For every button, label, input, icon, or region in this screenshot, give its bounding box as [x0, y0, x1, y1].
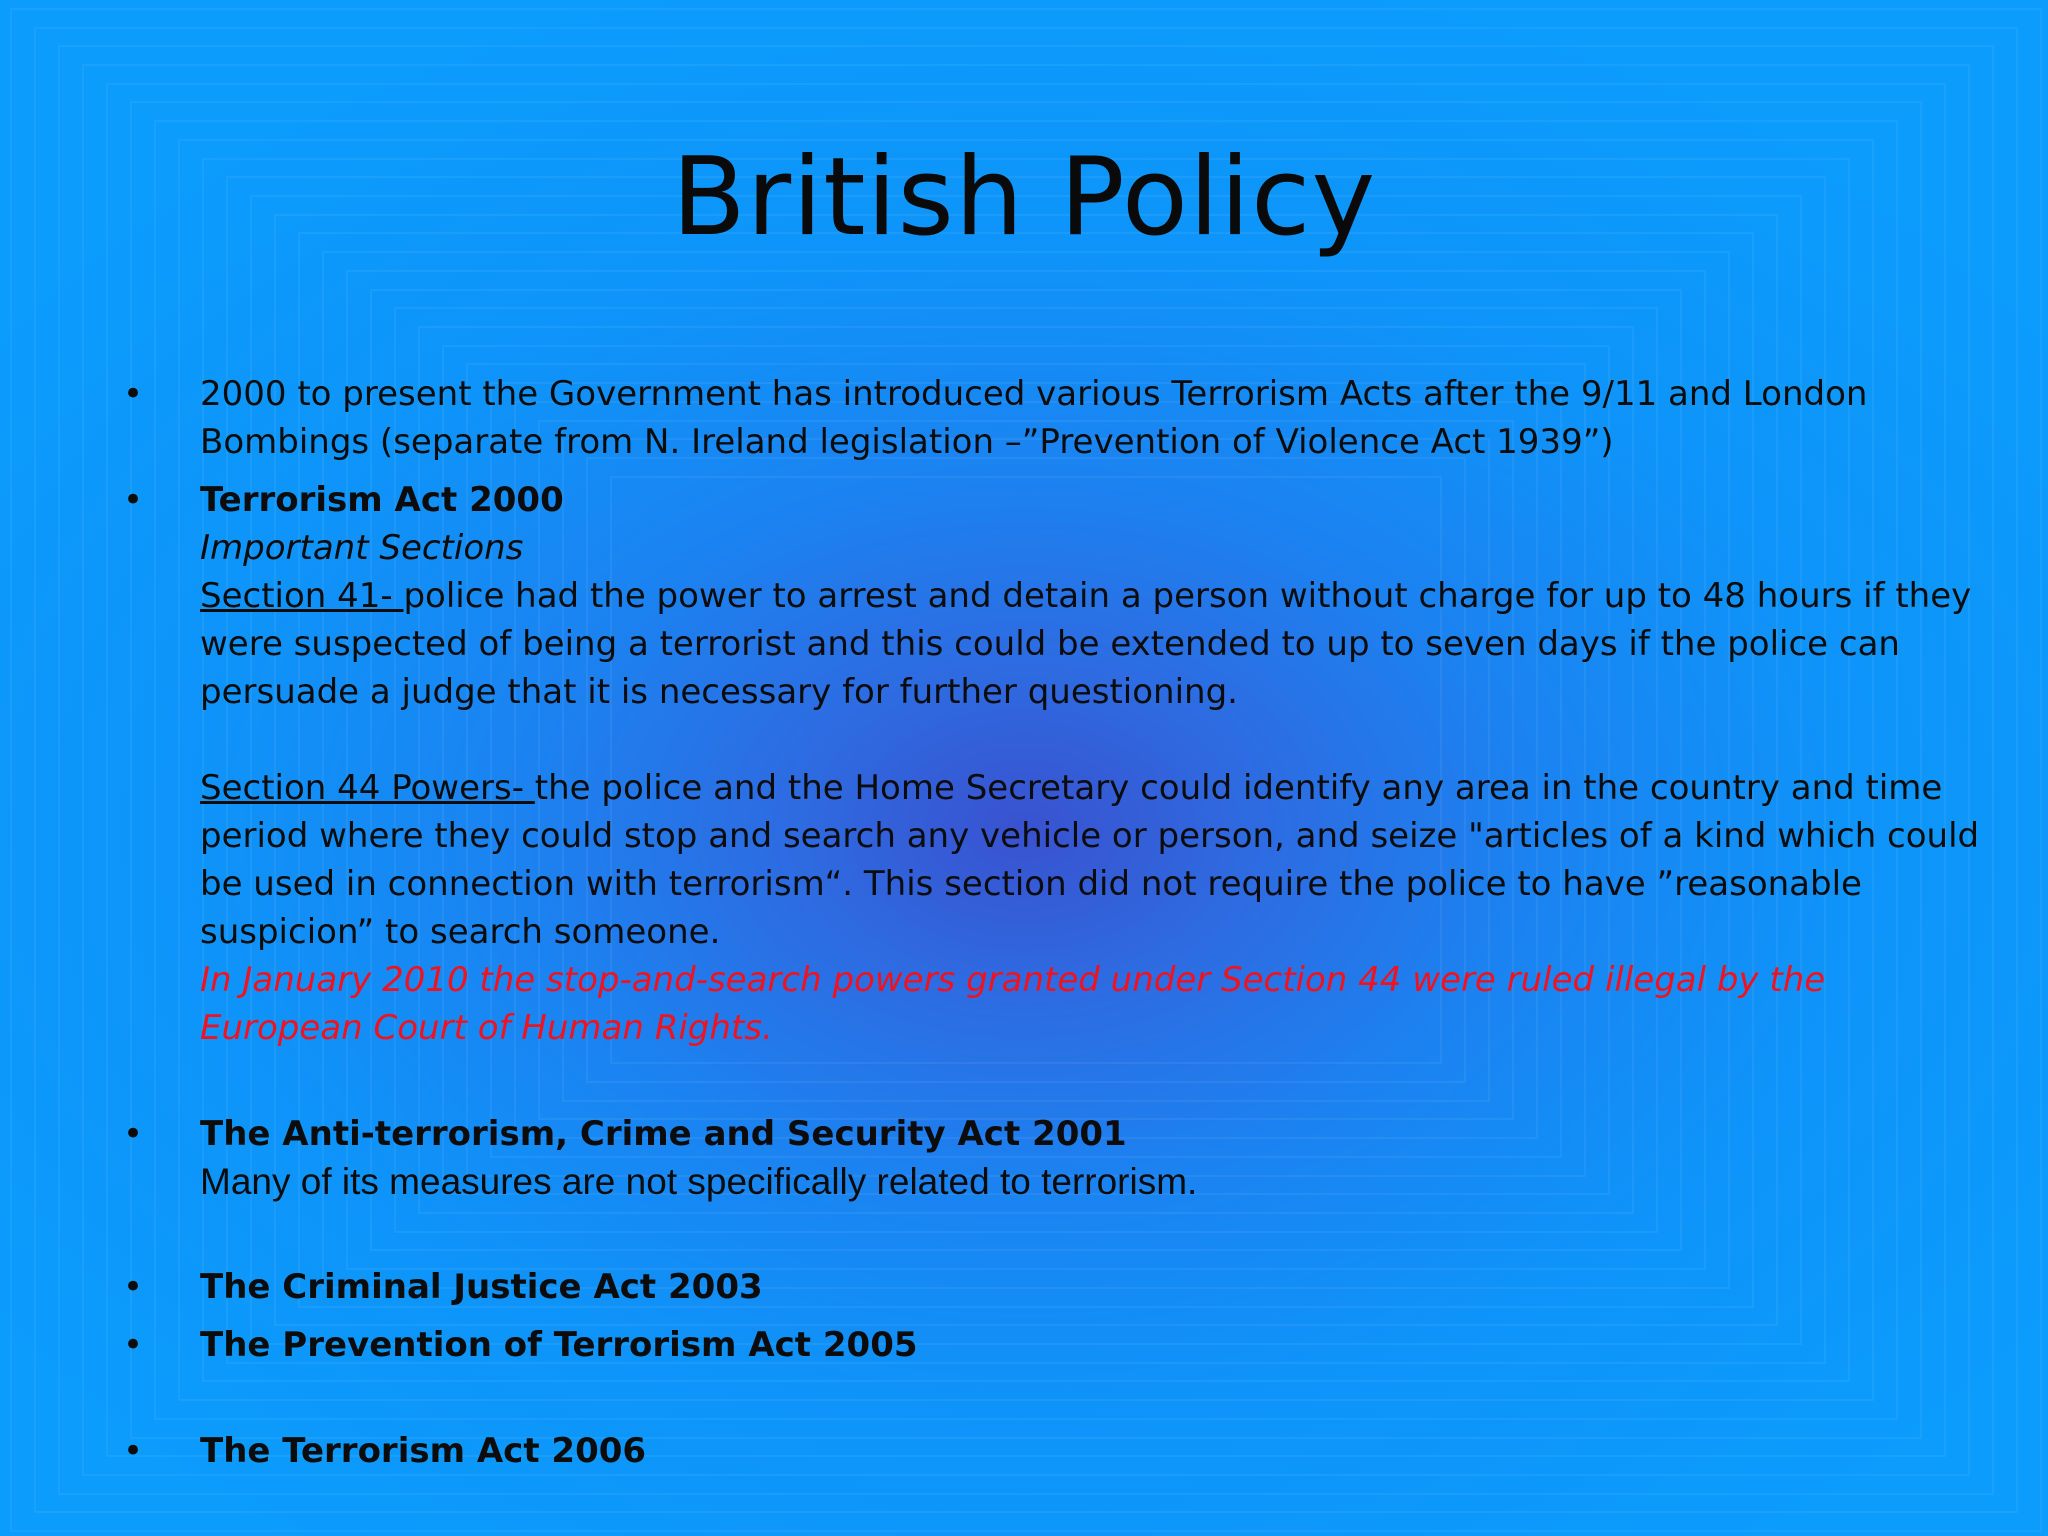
- section-41-text: police had the power to arrest and detain a person without charge for up to 48 hours if they were suspected of being a terrorist and this could be extended to up to seven days if the police can persuade a judge that it is necessary for further questioning.: [200, 576, 1972, 712]
- act-heading: The Anti-terrorism, Crime and Security Act 2001: [200, 1114, 1127, 1154]
- act-description: Many of its measures are not specifically related to terrorism.: [200, 1161, 1198, 1202]
- section-44-text: the police and the Home Secretary could identify any area in the country and time period where they could stop and search any vehicle or person, and seize "articles of a kind which could be used in connection with terrorism“. This section did not require the police to have ”reasonable suspicion” to search someone.: [200, 768, 1980, 952]
- bullet-item-criminal-justice-act-2003: [118, 1263, 1998, 1311]
- section-41-label: Section 41-: [200, 576, 404, 616]
- section-44-label: Section 44 Powers-: [200, 768, 535, 808]
- ruling-note: In January 2010 the stop-and-search powers granted under Section 44 were ruled illegal by the European Court of Human Rights.: [200, 960, 1826, 1048]
- act-heading: Terrorism Act 2000: [200, 480, 564, 520]
- act-heading: The Terrorism Act 2006: [200, 1431, 647, 1471]
- slide-title: British Policy: [671, 135, 1377, 260]
- bullet-icon: •: [123, 480, 144, 520]
- bullet-item-anti-terrorism-act-2001: [118, 1110, 1998, 1206]
- bullet-icon: •: [123, 374, 144, 414]
- act-heading: The Prevention of Terrorism Act 2005: [200, 1325, 918, 1365]
- bullet-icon: •: [123, 1431, 144, 1471]
- bullet-item-terrorism-act-2000: [118, 476, 1998, 1052]
- act-heading: The Criminal Justice Act 2003: [200, 1267, 763, 1307]
- bullet-item-intro: [118, 370, 1998, 466]
- important-sections-label: Important Sections: [200, 528, 524, 568]
- bullet-icon: •: [123, 1267, 144, 1307]
- bullet-item-prevention-of-terrorism-act-2005: [118, 1321, 1998, 1369]
- section-41-paragraph: [200, 572, 1998, 716]
- bullet-icon: •: [123, 1325, 144, 1365]
- intro-text: 2000 to present the Government has introduced various Terrorism Acts after the 9/11 and London Bombings (separate from N. Ireland legislation –”Prevention of Violence Act 1939”): [200, 374, 1868, 462]
- bullet-item-terrorism-act-2006: [118, 1427, 1998, 1475]
- section-44-paragraph: [200, 764, 1998, 956]
- slide-content: [118, 370, 1998, 1475]
- bullet-icon: •: [123, 1114, 144, 1154]
